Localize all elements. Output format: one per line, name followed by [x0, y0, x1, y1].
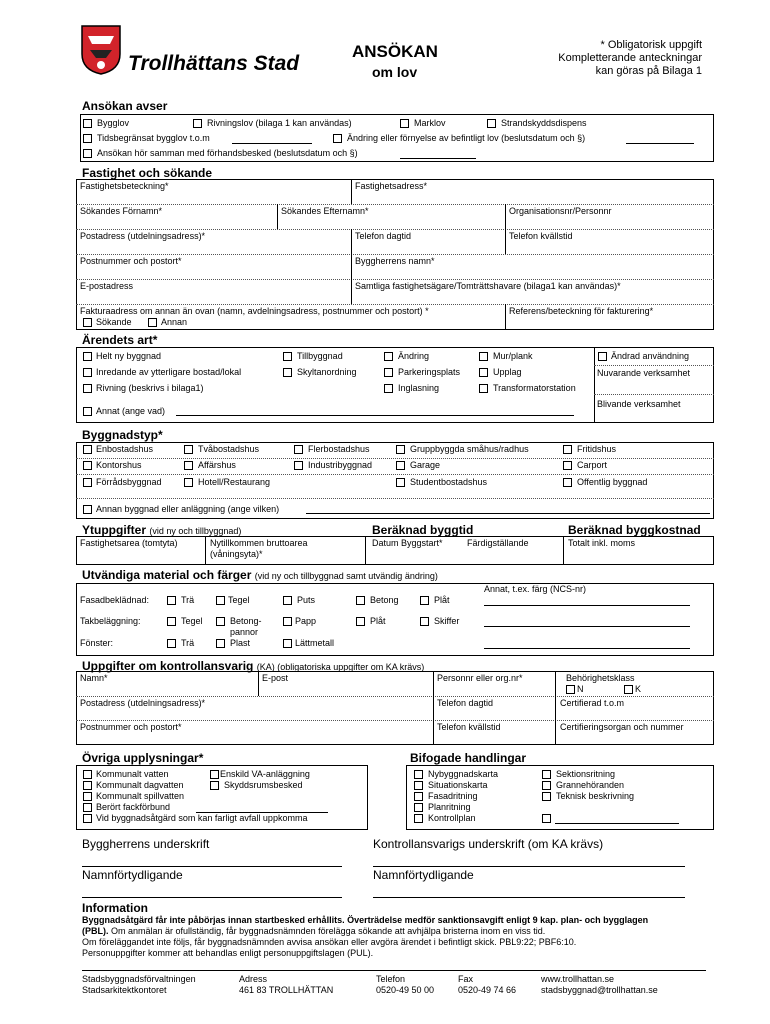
bygglov-checkbox[interactable]	[83, 119, 92, 128]
parkering-label: Parkeringsplats	[398, 367, 461, 377]
note-bilaga: kan göras på Bilaga 1	[595, 65, 702, 77]
behorighet-n-label: N	[577, 684, 584, 694]
rivningslov-checkbox[interactable]	[193, 119, 202, 128]
annan-byggnad-field[interactable]	[306, 513, 710, 514]
rivningslov-label: Rivningslov (bilaga 1 kan användas)	[207, 118, 352, 128]
ytuppgifter-sub: (vid ny och tillbyggnad)	[149, 526, 242, 536]
fastighetsbeteckning-field[interactable]: Fastighetsbeteckning*	[80, 181, 169, 191]
referens-field[interactable]: Referens/beteckning för fakturering*	[509, 306, 654, 316]
grupp-label: Gruppbyggda småhus/radhus	[410, 444, 529, 454]
tvabostad-label: Tvåbostadshus	[198, 444, 260, 454]
affar-checkbox[interactable]	[184, 461, 193, 470]
ka-certorgan-field[interactable]: Certifieringsorgan och nummer	[560, 722, 684, 732]
ka-postadress-field[interactable]: Postadress (utdelningsadress)*	[80, 698, 206, 708]
andring-lov-label: Ändring eller förnyelse av befintligt lov (beslutsdatum och §)	[347, 133, 586, 143]
skylt-checkbox[interactable]	[283, 368, 292, 377]
strandskydd-checkbox[interactable]	[487, 119, 496, 128]
garage-checkbox[interactable]	[396, 461, 405, 470]
inglasning-checkbox[interactable]	[384, 384, 393, 393]
situation-label: Situationskarta	[428, 780, 488, 790]
tidsbegransat-field[interactable]	[232, 143, 312, 144]
postadress-field[interactable]: Postadress (utdelningsadress)*	[80, 231, 206, 241]
enskild-label: Enskild VA-anläggning	[220, 769, 310, 779]
sektion-label: Sektionsritning	[556, 769, 616, 779]
farligt-avfall-label: Vid byggnadsåtgärd som kan farligt avfall uppkomma	[96, 813, 308, 823]
info-text-2: Om anmälan är ofullständig, får byggnadsnämnden förelägga sökande att avhjälpa bristerna inom en viss tid.	[111, 926, 546, 936]
material-title: Utvändiga material och färger	[82, 568, 252, 582]
fastighetsarea-field[interactable]: Fastighetsarea (tomtyta)	[80, 538, 178, 548]
sokande-label: Sökande	[96, 317, 132, 327]
fasad-tra-checkbox[interactable]	[167, 596, 176, 605]
ka-underskrift-field[interactable]	[373, 866, 685, 867]
fasad-tra-label: Trä	[181, 595, 195, 605]
offentlig-label: Offentlig byggnad	[577, 477, 648, 487]
hotell-label: Hotell/Restaurang	[198, 477, 271, 487]
footer-org-1: Stadsbyggnadsförvaltningen	[82, 974, 196, 984]
tak-tegel-checkbox[interactable]	[167, 617, 176, 626]
ka-underskrift-label: Kontrollansvarigs underskrift (om KA krävs)	[373, 837, 604, 851]
footer-fax: 0520-49 74 66	[458, 985, 517, 995]
forrad-checkbox[interactable]	[83, 478, 92, 487]
tillbyggnad-label: Tillbyggnad	[297, 351, 343, 361]
footer-web-link[interactable]: www.trollhattan.se	[541, 974, 615, 984]
sokande-checkbox[interactable]	[83, 318, 92, 327]
andring-label: Ändring	[398, 351, 430, 361]
tak-plat-label: Plåt	[370, 616, 386, 626]
transformator-checkbox[interactable]	[479, 384, 488, 393]
ka-personnr-field[interactable]: Personnr eller org.nr*	[437, 673, 523, 683]
fonster-tra-checkbox[interactable]	[167, 639, 176, 648]
org-name: Trollhättans Stad	[128, 52, 300, 75]
fasad-annat-field[interactable]	[484, 605, 690, 606]
fasad-betong-checkbox[interactable]	[356, 596, 365, 605]
fasad-tegel-label: Tegel	[228, 595, 250, 605]
kom-dag-label: Kommunalt dagvatten	[96, 780, 184, 790]
industri-label: Industribyggnad	[308, 460, 373, 470]
footer-telefon-label: Telefon	[376, 974, 406, 984]
bygglov-label: Bygglov	[97, 118, 130, 128]
tak-plat-checkbox[interactable]	[356, 617, 365, 626]
behorighet-n-checkbox[interactable]	[566, 685, 575, 694]
fornamn-field[interactable]: Sökandes Förnamn*	[80, 206, 163, 216]
situation-checkbox[interactable]	[414, 781, 423, 790]
hotell-checkbox[interactable]	[184, 478, 193, 487]
tidsbegransat-checkbox[interactable]	[83, 134, 92, 143]
totalt-field[interactable]: Totalt inkl. moms	[568, 538, 636, 548]
fastighetsagare-field[interactable]: Samtliga fastighetsägare/Tomträttshavare (bilaga1 kan användas)*	[355, 281, 621, 291]
kom-vatten-label: Kommunalt vatten	[96, 769, 169, 779]
namnfortydligande-1-label: Namnförtydligande	[82, 868, 183, 882]
annan-label: Annan	[161, 317, 188, 327]
byggstart-field[interactable]: Datum Byggstart*	[372, 538, 443, 548]
section-information: Information	[82, 901, 148, 915]
annat-farg-label: Annat, t.ex. färg (NCS-nr)	[484, 584, 587, 594]
fonster-label: Fönster:	[80, 638, 114, 648]
carport-checkbox[interactable]	[563, 461, 572, 470]
ka-tel-dag-field[interactable]: Telefon dagtid	[437, 698, 494, 708]
andring-checkbox[interactable]	[384, 352, 393, 361]
section-ytuppgifter	[82, 523, 241, 537]
fastighetsadress-field[interactable]: Fastighetsadress*	[355, 181, 428, 191]
upplag-checkbox[interactable]	[479, 368, 488, 377]
footer-adress-label: Adress	[239, 974, 268, 984]
ka-tel-kvall-field[interactable]: Telefon kvällstid	[437, 722, 501, 732]
kom-dag-checkbox[interactable]	[83, 781, 92, 790]
footer-adress: 461 83 TROLLHÄTTAN	[239, 985, 334, 995]
marklov-checkbox[interactable]	[400, 119, 409, 128]
footer-divider	[82, 970, 706, 971]
tvabostad-checkbox[interactable]	[184, 445, 193, 454]
footer-telefon: 0520-49 50 00	[376, 985, 435, 995]
forhandsbesked-label: Ansökan hör samman med förhandsbesked (beslutsdatum och §)	[97, 148, 358, 158]
info-line-3: Om föreläggandet inte följs, får byggnadsnämnden avvisa ansökan eller avgöra ärendet i befintligt skick. PBL9:22; PBF6:10.	[82, 937, 577, 947]
annat-arende-label: Annat (ange vad)	[96, 406, 166, 416]
fardig-field[interactable]: Färdigställande	[467, 538, 529, 548]
tak-skiffer-checkbox[interactable]	[420, 617, 429, 626]
section-byggnadstyp: Byggnadstyp*	[82, 428, 163, 442]
tak-skiffer-label: Skiffer	[434, 616, 460, 626]
footer-fax-label: Fax	[458, 974, 474, 984]
ovrig-handling-checkbox[interactable]	[542, 814, 551, 823]
tak-label: Takbeläggning:	[80, 616, 141, 626]
byggherre-underskrift-field[interactable]	[82, 866, 342, 867]
annan-byggnad-checkbox[interactable]	[83, 505, 92, 514]
ka-namn-field[interactable]: Namn*	[80, 673, 108, 683]
section-byggkostnad: Beräknad byggkostnad	[568, 523, 701, 537]
mur-checkbox[interactable]	[479, 352, 488, 361]
namnfortydligande-2-label: Namnförtydligande	[373, 868, 474, 882]
behorighet-k-checkbox[interactable]	[624, 685, 633, 694]
berort-checkbox[interactable]	[83, 803, 92, 812]
ytuppgifter-title: Ytuppgifter	[82, 523, 146, 537]
coat-of-arms-icon	[80, 24, 122, 76]
skylt-label: Skyltanordning	[297, 367, 357, 377]
fasadritning-checkbox[interactable]	[414, 792, 423, 801]
student-checkbox[interactable]	[396, 478, 405, 487]
fasad-tegel-checkbox[interactable]	[216, 596, 225, 605]
section-material	[82, 568, 438, 582]
fonster-annat-field[interactable]	[484, 648, 690, 649]
enbostad-label: Enbostadshus	[96, 444, 154, 454]
namnfortydligande-1-field[interactable]	[82, 897, 342, 898]
tillbyggnad-checkbox[interactable]	[283, 352, 292, 361]
tak-pannor-label: pannor	[230, 627, 259, 637]
kontrollplan-label: Kontrollplan	[428, 813, 476, 823]
teknisk-label: Teknisk beskrivning	[556, 791, 635, 801]
granne-label: Grannehöranden	[556, 780, 625, 790]
fasad-plat-checkbox[interactable]	[420, 596, 429, 605]
blivande-field[interactable]: Blivande verksamhet	[597, 399, 681, 409]
logo	[80, 24, 122, 76]
ovrig-handling-field[interactable]	[555, 823, 679, 824]
bruttoarea-sub: (våningsyta)*	[210, 549, 263, 559]
farligt-avfall-checkbox[interactable]	[83, 814, 92, 823]
offentlig-checkbox[interactable]	[563, 478, 572, 487]
ka-epost-field[interactable]: E-post	[262, 673, 289, 683]
annat-arende-checkbox[interactable]	[83, 407, 92, 416]
forhandsbesked-checkbox[interactable]	[83, 149, 92, 158]
section-ovriga: Övriga upplysningar*	[82, 751, 204, 765]
footer-org-2: Stadsarkitektkontoret	[82, 985, 167, 995]
ka-title: Uppgifter om kontrollansvarig	[82, 659, 254, 673]
tak-papp-label: Papp	[295, 616, 317, 626]
kontor-checkbox[interactable]	[83, 461, 92, 470]
kom-spill-checkbox[interactable]	[83, 792, 92, 801]
flerbostad-checkbox[interactable]	[294, 445, 303, 454]
tak-betong-label: Betong-	[230, 616, 262, 626]
page-title: ANSÖKAN	[352, 42, 438, 61]
section-fastighet: Fastighet och sökande	[82, 166, 213, 180]
inglasning-label: Inglasning	[398, 383, 440, 393]
epost-field[interactable]: E-postadress	[80, 281, 134, 291]
kontor-label: Kontorshus	[96, 460, 142, 470]
info-pbl: (PBL).	[82, 926, 109, 936]
mur-label: Mur/plank	[493, 351, 533, 361]
fasad-puts-checkbox[interactable]	[283, 596, 292, 605]
annat-arende-field[interactable]	[176, 415, 574, 416]
rivning-label: Rivning (beskrivs i bilaga1)	[96, 383, 204, 393]
page-subtitle: om lov	[372, 64, 418, 80]
fasad-puts-label: Puts	[297, 595, 316, 605]
skydd-checkbox[interactable]	[210, 781, 219, 790]
kom-vatten-checkbox[interactable]	[83, 770, 92, 779]
andrad-anv-label: Ändrad användning	[611, 351, 690, 361]
helt-ny-label: Helt ny byggnad	[96, 351, 162, 361]
byggherre-field[interactable]: Byggherrens namn*	[355, 256, 435, 266]
info-bold-line: Byggnadsåtgärd får inte påbörjas innan startbesked erhållits. Överträdelse medför sanktionsavgift enligt 9 kap. plan- och bygglagen	[82, 915, 649, 925]
forrad-label: Förrådsbyggnad	[96, 477, 162, 487]
byggherre-underskrift-label: Byggherrens underskrift	[82, 837, 210, 851]
ka-postnummer-field[interactable]: Postnummer och postort*	[80, 722, 182, 732]
material-sub: (vid ny och tillbyggnad samt utvändig ändring)	[254, 571, 438, 581]
student-label: Studentbostadshus	[410, 477, 488, 487]
berort-label: Berört fackförbund	[96, 802, 171, 812]
sektion-checkbox[interactable]	[542, 770, 551, 779]
ka-sub: (KA) (obligatoriska uppgifter om KA krävs)	[256, 662, 425, 672]
kontrollplan-checkbox[interactable]	[414, 814, 423, 823]
industri-checkbox[interactable]	[294, 461, 303, 470]
strandskydd-label: Strandskyddsdispens	[501, 118, 587, 128]
orgnr-field[interactable]: Organisationsnr/Personnr	[509, 206, 612, 216]
planritning-checkbox[interactable]	[414, 803, 423, 812]
skydd-label: Skyddsrumsbesked	[224, 780, 303, 790]
fasad-label: Fasadbeklädnad:	[80, 595, 150, 605]
upplag-label: Upplag	[493, 367, 522, 377]
fasadritning-label: Fasadritning	[428, 791, 478, 801]
parkering-checkbox[interactable]	[384, 368, 393, 377]
rivning-checkbox[interactable]	[83, 384, 92, 393]
fritids-label: Fritidshus	[577, 444, 617, 454]
tak-tegel-label: Tegel	[181, 616, 203, 626]
kom-spill-label: Kommunalt spillvatten	[96, 791, 185, 801]
carport-label: Carport	[577, 460, 608, 470]
section-ansokan-avser: Ansökan avser	[82, 99, 168, 113]
flerbostad-label: Flerbostadshus	[308, 444, 370, 454]
planritning-label: Planritning	[428, 802, 471, 812]
behorighet-label: Behörighetsklass	[566, 673, 635, 683]
marklov-label: Marklov	[414, 118, 446, 128]
section-arende: Ärendets art*	[82, 333, 158, 347]
annan-byggnad-label: Annan byggnad eller anläggning (ange vilken)	[96, 504, 280, 514]
note-kompletterande: Kompletterande anteckningar	[558, 52, 702, 64]
footer-email-link[interactable]: stadsbyggnad@trollhattan.se	[541, 985, 658, 995]
andring-lov-checkbox[interactable]	[333, 134, 342, 143]
tel-dag-field[interactable]: Telefon dagtid	[355, 231, 412, 241]
fakturaadress-field[interactable]: Fakturaadress om annan än ovan (namn, avdelningsadress, postnummer och postort) *	[80, 306, 429, 316]
tak-annat-field[interactable]	[484, 626, 690, 627]
grupp-checkbox[interactable]	[396, 445, 405, 454]
efternamn-field[interactable]: Sökandes Efternamn*	[281, 206, 369, 216]
tak-betong-checkbox[interactable]	[216, 617, 225, 626]
tidsbegransat-label: Tidsbegränsat bygglov t.o.m	[97, 133, 210, 143]
nuvarande-field[interactable]: Nuvarande verksamhet	[597, 368, 691, 378]
andring-lov-field[interactable]	[626, 143, 694, 144]
section-byggtid: Beräknad byggtid	[372, 523, 474, 537]
nybygg-label: Nybyggnadskarta	[428, 769, 499, 779]
inredande-label: Inredande av ytterligare bostad/lokal	[96, 367, 242, 377]
transformator-label: Transformatorstation	[493, 383, 576, 393]
bruttoarea-field[interactable]: Nytillkommen bruttoarea	[210, 538, 308, 548]
section-bifogade: Bifogade handlingar	[410, 751, 527, 765]
teknisk-checkbox[interactable]	[542, 792, 551, 801]
andrad-anv-checkbox[interactable]	[598, 352, 607, 361]
namnfortydligande-2-field[interactable]	[373, 897, 685, 898]
nybygg-checkbox[interactable]	[414, 770, 423, 779]
garage-label: Garage	[410, 460, 441, 470]
postnummer-field[interactable]: Postnummer och postort*	[80, 256, 182, 266]
affar-label: Affärshus	[198, 460, 236, 470]
fasad-plat-label: Plåt	[434, 595, 450, 605]
info-line-2	[82, 926, 545, 937]
annan-checkbox[interactable]	[148, 318, 157, 327]
ka-certifierad-field[interactable]: Certifierad t.o.m	[560, 698, 625, 708]
fonster-plast-label: Plast	[230, 638, 251, 648]
behorighet-k-label: K	[635, 684, 642, 694]
fonster-lattmetall-label: Lättmetall	[295, 638, 335, 648]
fonster-lattmetall-checkbox[interactable]	[283, 639, 292, 648]
info-line-4: Personuppgifter kommer att behandlas enligt personuppgiftslagen (PUL).	[82, 948, 374, 958]
helt-ny-checkbox[interactable]	[83, 352, 92, 361]
enskild-checkbox[interactable]	[210, 770, 219, 779]
fasad-betong-label: Betong	[370, 595, 399, 605]
enbostad-checkbox[interactable]	[83, 445, 92, 454]
fonster-tra-label: Trä	[181, 638, 195, 648]
granne-checkbox[interactable]	[542, 781, 551, 790]
fritids-checkbox[interactable]	[563, 445, 572, 454]
tel-kvall-field[interactable]: Telefon kvällstid	[509, 231, 573, 241]
forhandsbesked-field[interactable]	[400, 158, 476, 159]
tak-papp-checkbox[interactable]	[283, 617, 292, 626]
fonster-plast-checkbox[interactable]	[216, 639, 225, 648]
note-obligatorisk: * Obligatorisk uppgift	[600, 39, 702, 51]
inredande-checkbox[interactable]	[83, 368, 92, 377]
